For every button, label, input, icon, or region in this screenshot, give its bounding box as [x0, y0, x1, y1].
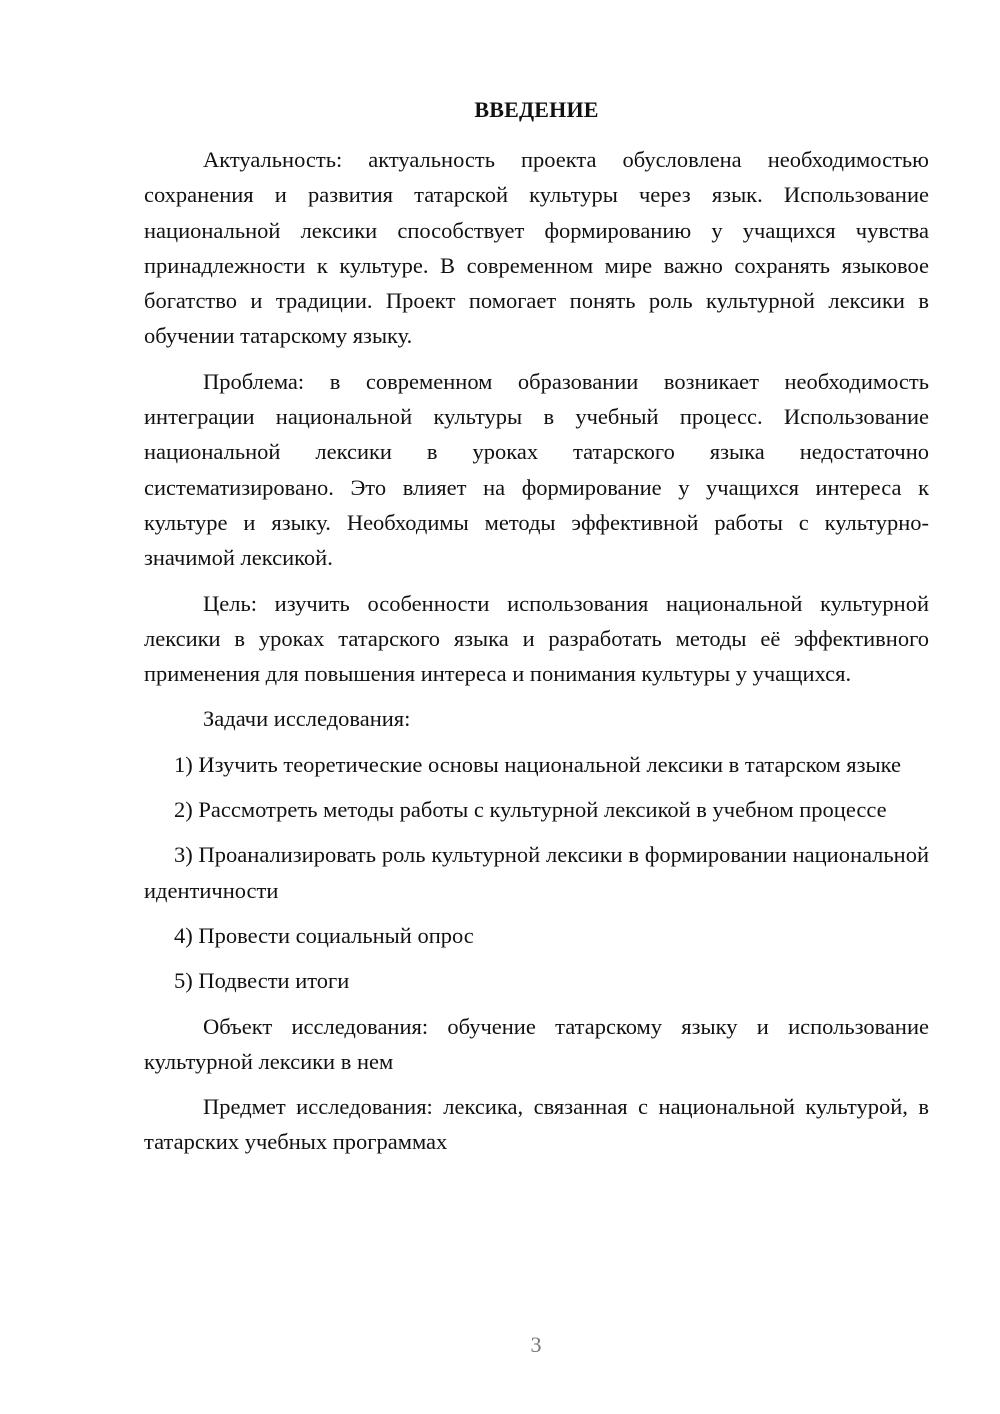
goal-paragraph: Цель: изучить особенности использования национальной культурной лексики в уроках татарского языка и разработать методы её эффективного применения для повышения интереса и понимания культуры у учащихся. [144, 590, 929, 687]
task-item: 1) Изучить теоретические основы национальной лексики в татарском языке [174, 751, 901, 777]
task-item: 4) Провести социальный опрос [174, 922, 474, 948]
task-item: 2) Рассмотреть методы работы с культурной лексикой в учебном процессе [174, 797, 887, 823]
page-content [144, 94, 929, 1170]
task-item: 3) Проанализировать роль культурной лексики в формировании национальной идентичности [144, 842, 929, 903]
subject-paragraph: Предмет исследования: лексика, связанная с национальной культурой, в татарских учебных программах [144, 1094, 929, 1155]
tasks-heading: Задачи исследования: [203, 706, 411, 732]
task-item: 5) Подвести итоги [174, 968, 350, 994]
object-paragraph: Объект исследования: обучение татарскому языку и использование культурной лексики в нем [144, 1013, 929, 1074]
page-title: ВВЕДЕНИЕ [474, 97, 599, 122]
page-number: 3 [530, 1332, 542, 1357]
relevance-paragraph: Актуальность: актуальность проекта обусловлена необходимостью сохранения и развития татарской культуры через язык. Использование национальной лексики способствует формированию у учащихся чувства принадлежности к культуре. В современном мире важно сохранять языковое богатство и традиции. Проект помогает понять роль культурной лексики в обучении татарскому языку. [144, 147, 929, 349]
problem-paragraph: Проблема: в современном образовании возникает необходимость интеграции национальной культуры в учебный процесс. Использование национальной лексики в уроках татарского языка недостаточно систематизировано. Это влияет на формирование у учащихся интереса к культуре и языку. Необходимы методы эффективной работы с культурно-значимой лексикой. [144, 368, 929, 571]
